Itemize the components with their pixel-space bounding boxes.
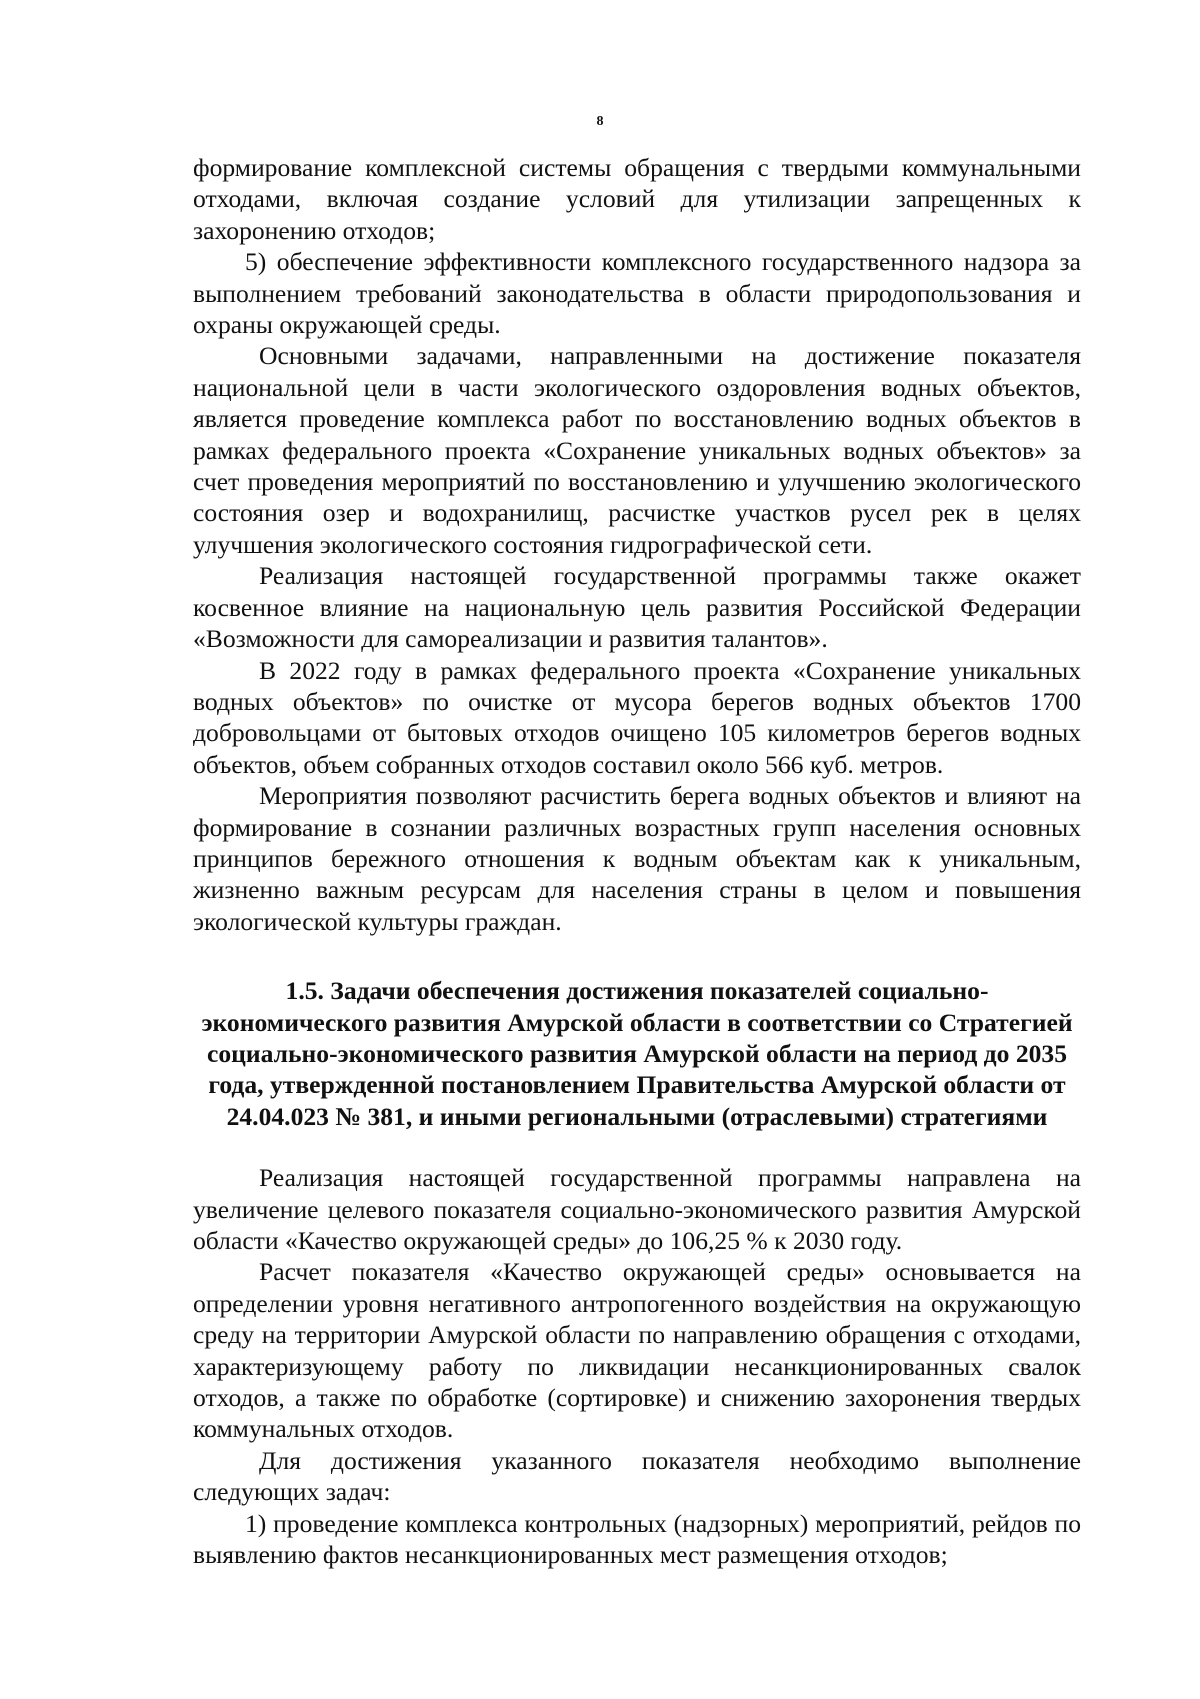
paragraph: Для достижения указанного показателя необходимо выполнение следующих задач:: [193, 1445, 1081, 1507]
document-body: [193, 152, 1081, 1570]
paragraph: 1) проведение комплекса контрольных (надзорных) мероприятий, рейдов по выявлению фактов несанкционированных мест размещения отходов;: [193, 1508, 1081, 1570]
heading-line: 1.5. Задачи обеспечения достижения показателей социально-: [285, 976, 989, 1006]
heading-line: 24.04.023 № 381, и иными региональными (отраслевыми) стратегиями: [226, 1101, 1048, 1131]
section-heading: [193, 975, 1081, 1132]
paragraph: формирование комплексной системы обращения с твердыми коммунальными отходами, включая создание условий для утилизации запрещенных к захоронению отходов;: [193, 153, 1081, 245]
paragraph: Реализация настоящей государственной программы направлена на увеличение целевого показателя социально-экономического развития Амурской области «Качество окружающей среды» до 106,25 % к 2030 году.: [193, 1163, 1081, 1255]
paragraph: Расчет показателя «Качество окружающей среды» основывается на определении уровня негативного антропогенного воздействия на окружающую среду на территории Амурской области по направлению обращения с отходами, характеризующему работу по ликвидации несанкционированных свалок отходов, а также по обработке (сортировке) и снижению захоронения твердых коммунальных отходов.: [193, 1257, 1081, 1444]
paragraph: В 2022 году в рамках федерального проекта «Сохранение уникальных водных объектов» по очистке от мусора берегов водных объектов 1700 добровольцами от бытовых отходов очищено 105 километров берегов водных объектов, объем собранных отходов составил около 566 куб. метров.: [193, 655, 1081, 779]
heading-line: экономического развития Амурской области в соответствии со Стратегией: [201, 1007, 1073, 1037]
heading-line: года, утвержденной постановлением Правительства Амурской области от: [208, 1070, 1066, 1100]
paragraph: Мероприятия позволяют расчистить берега водных объектов и влияют на формирование в сознании различных возрастных групп населения основных принципов бережного отношения к водным объектам как к уникальным, жизненно важным ресурсам для населения страны в целом и повышения экологической культуры граждан.: [193, 781, 1081, 936]
paragraph: 5) обеспечение эффективности комплексного государственного надзора за выполнением требований законодательства в области природопользования и охраны окружающей среды.: [193, 247, 1081, 340]
paragraph: Реализация настоящей государственной программы также окажет косвенное влияние на национальную цель развития Российской Федерации «Возможности для самореализации и развития талантов».: [193, 561, 1081, 654]
page-number: 8: [596, 114, 604, 129]
paragraph: Основными задачами, направленными на достижение показателя национальной цели в части экологического оздоровления водных объектов, является проведение комплекса работ по восстановлению водных объектов в рамках федерального проекта «Сохранение уникальных водных объектов» за счет проведения мероприятий по восстановлению и улучшению экологического состояния озер и водохранилищ, расчистке участков русел рек в целях улучшения экологического состояния гидрографической сети.: [193, 341, 1081, 559]
heading-line: социально-экономического развития Амурской области на период до 2035: [206, 1038, 1068, 1068]
